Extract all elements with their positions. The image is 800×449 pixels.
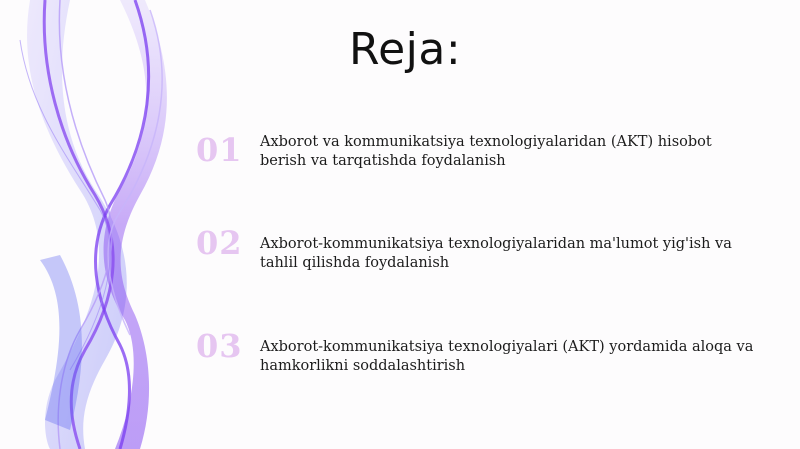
agenda-item-number: 01 [196, 131, 243, 169]
agenda-item-text: Axborot va kommunikatsiya texnologiyalaridan (AKT) hisobot berish va tarqatishda foydalanish [260, 134, 712, 169]
agenda-item-text: Axborot-kommunikatsiya texnologiyalari (AKT) yordamida aloqa va hamkorlikni soddalashtirish [260, 339, 754, 374]
agenda-item-number: 02 [196, 224, 243, 262]
agenda-item-number: 03 [196, 327, 243, 365]
decorative-smoke-ribbon [0, 0, 220, 449]
agenda-item [196, 225, 776, 285]
slide-title: Reja: [349, 24, 462, 75]
agenda-item [196, 132, 776, 192]
agenda-item [196, 328, 776, 388]
agenda-item-text: Axborot-kommunikatsiya texnologiyalaridan ma'lumot yig'ish va tahlil qilishda foydalanish [260, 236, 732, 271]
